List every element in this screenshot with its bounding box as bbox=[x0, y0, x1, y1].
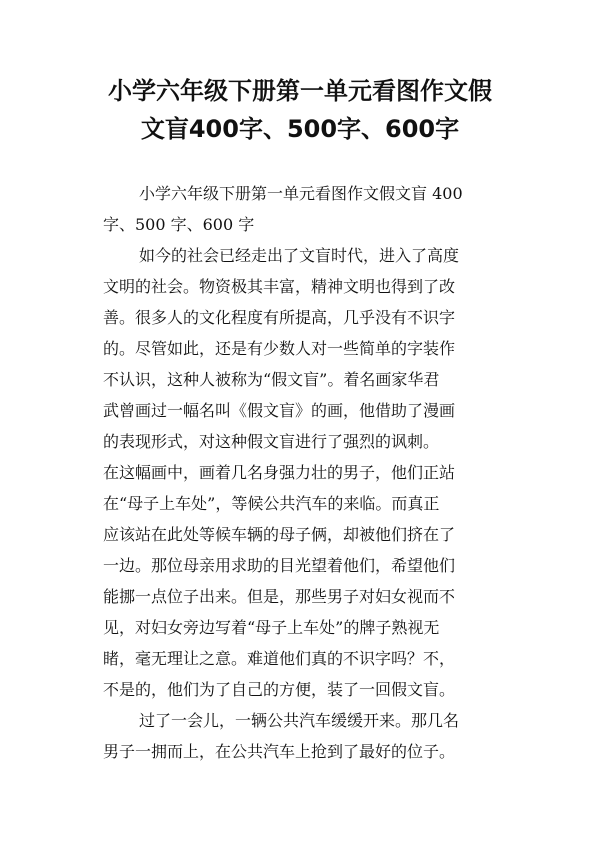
text-line: 不认识，这种人被称为“假文盲”。着名画家华君 bbox=[103, 370, 440, 389]
text-line: 字、500 字、600 字 bbox=[103, 215, 255, 234]
text-line: 能挪一点位子出来。但是，那些男子对妇女视而不 bbox=[103, 587, 456, 606]
text-line: 不是的，他们为了自己的方便，装了一回假文盲。 bbox=[103, 680, 456, 699]
text-line: 的表现形式，对这种假文盲进行了强烈的讽刺。 bbox=[103, 432, 440, 451]
text-line: 应该站在此处等候车辆的母子俩，却被他们挤在了 bbox=[103, 525, 456, 544]
title-line: 小学六年级下册第一单元看图作文假 bbox=[108, 77, 492, 105]
text-line: 过了一会儿，一辆公共汽车缓缓开来。那几名 bbox=[139, 711, 460, 730]
text-line: 在“母子上车处”，等候公共汽车的来临。而真正 bbox=[103, 494, 440, 513]
text-line: 在这幅画中，画着几名身强力壮的男子，他们正站 bbox=[103, 463, 456, 482]
text-line: 男子一拥而上，在公共汽车上抢到了最好的位子。 bbox=[103, 742, 456, 761]
text-line: 睹，毫无理让之意。难道他们真的不识字吗？不， bbox=[103, 649, 456, 668]
text-line: 善。很多人的文化程度有所提高，几乎没有不识字 bbox=[103, 308, 456, 327]
text-line: 小学六年级下册第一单元看图作文假文盲 400 bbox=[139, 184, 463, 203]
document-title bbox=[60, 72, 540, 148]
text-line: 文明的社会。物资极其丰富，精神文明也得到了改 bbox=[103, 277, 456, 296]
text-line: 一边。那位母亲用求助的目光望着他们，希望他们 bbox=[103, 556, 456, 575]
text-line: 如今的社会已经走出了文盲时代，进入了高度 bbox=[139, 246, 460, 265]
text-line: 的。尽管如此，还是有少数人对一些简单的字装作 bbox=[103, 339, 456, 358]
text-line: 武曾画过一幅名叫《假文盲》的画，他借助了漫画 bbox=[103, 401, 456, 420]
document-body bbox=[103, 178, 503, 767]
title-line: 文盲400字、500字、600字 bbox=[140, 115, 460, 143]
text-line: 见，对妇女旁边写着“母子上车处”的牌子熟视无 bbox=[103, 618, 440, 637]
